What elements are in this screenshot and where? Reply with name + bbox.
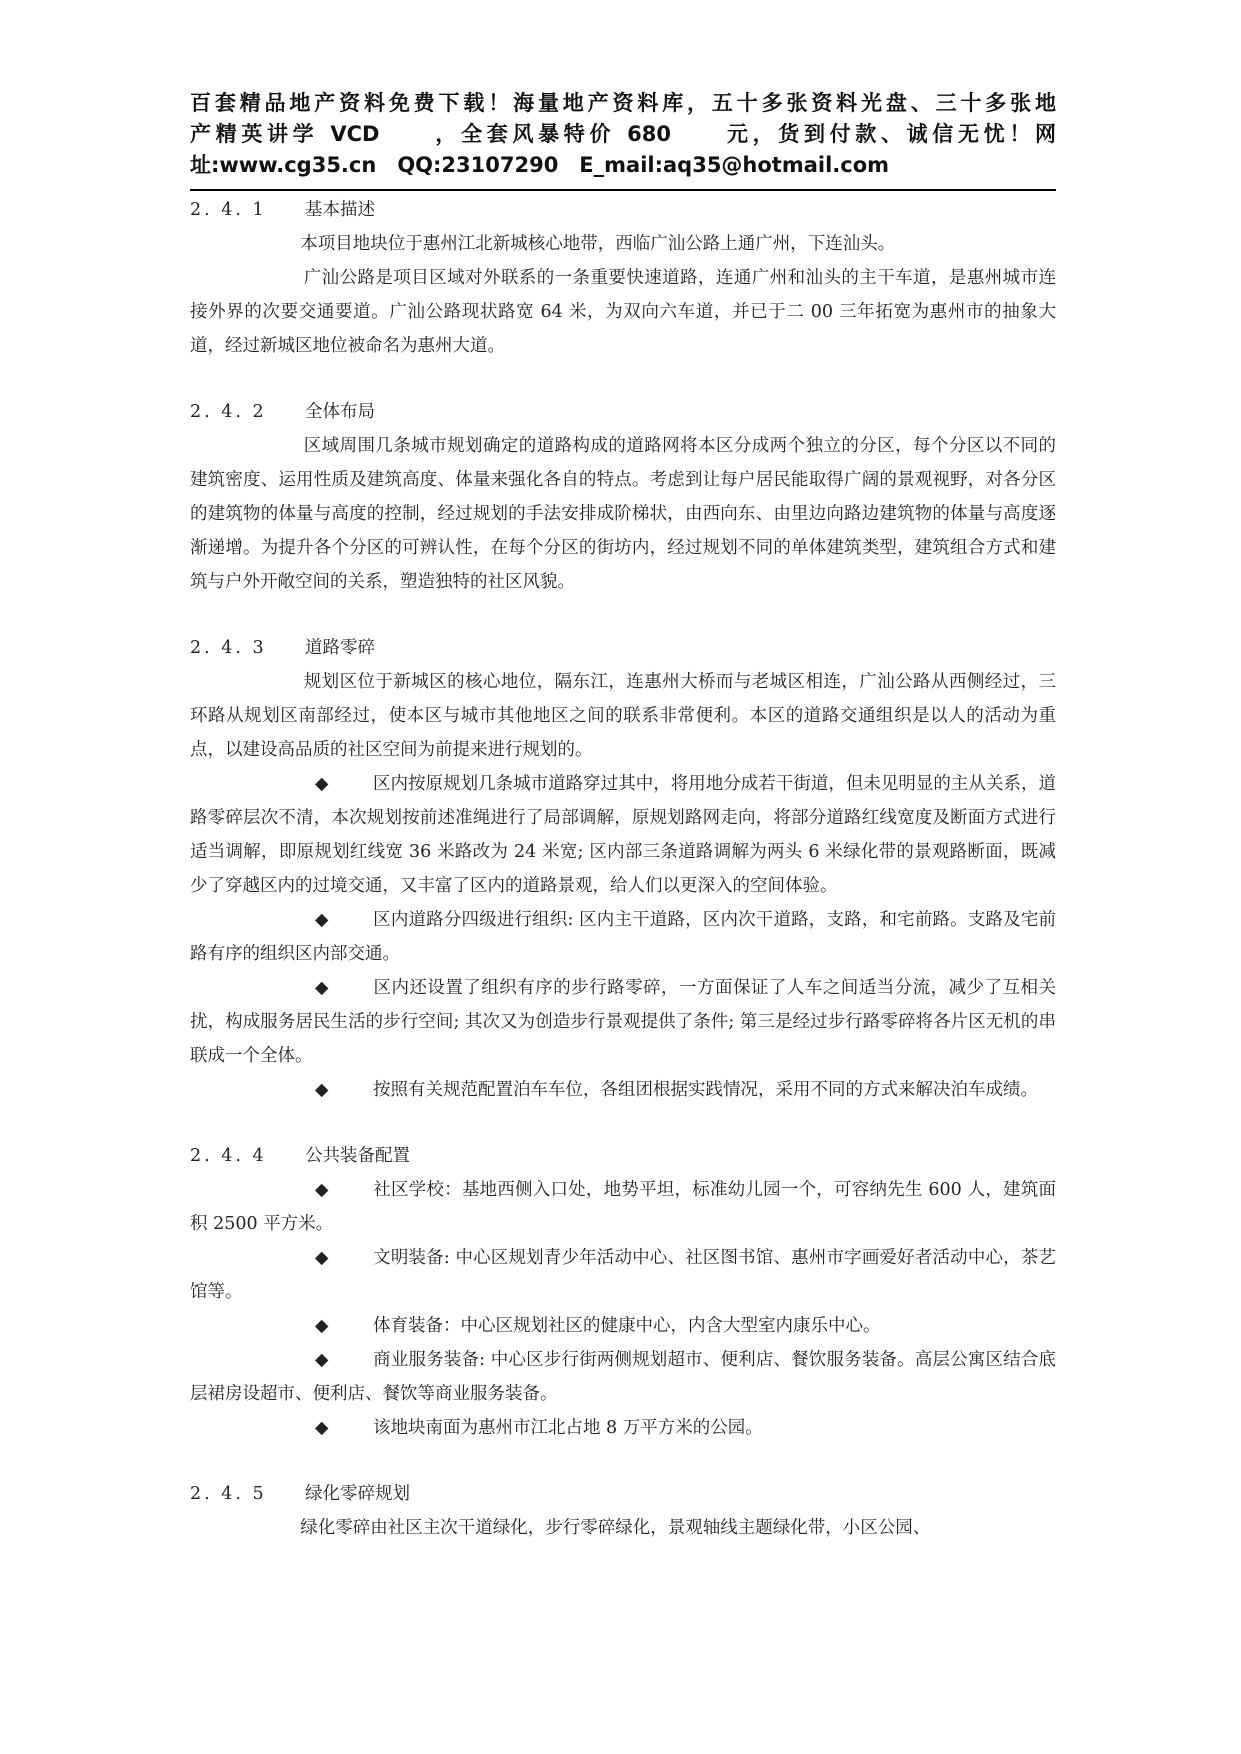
section-number: 2. 4. 5 <box>190 1484 267 1504</box>
bullet-item: ◆ 区内还设置了组织有序的步行路零碎，一方面保证了人车之间适当分流，减少了互相关扰，构成服务居民生活的步行空间; 其次又为创造步行景观提供了条件; 第三是经过步行路零碎将各片区无机的串联成一个全体。 <box>190 971 1056 1073</box>
section-number: 2. 4. 3 <box>190 638 267 658</box>
section-number: 2. 4. 2 <box>190 402 267 422</box>
bullet-symbol-icon: ◆ <box>315 1080 329 1100</box>
section-title: 全体布局 <box>305 402 375 422</box>
bullet-symbol-icon: ◆ <box>315 1180 329 1200</box>
bullet-symbol-icon: ◆ <box>315 1316 329 1336</box>
bullet-symbol-icon: ◆ <box>315 774 329 794</box>
header-line-2: 产精英讲学 VCD ，全套风暴特价 680 元，货到付款、诚信无忧！网 <box>190 122 1056 146</box>
paragraph: 绿化零碎由社区主次干道绿化，步行零碎绿化，景观轴线主题绿化带，小区公园、 <box>300 1518 931 1538</box>
section-heading <box>190 1139 1056 1173</box>
paragraph: 规划区位于新城区的核心地位，隔东江，连惠州大桥而与老城区相连，广汕公路从西侧经过，三环路从规划区南部经过，使本区与城市其他地区之间的联系非常便利。本区的道路交通组织是以人的活动为重点，以建设高品质的社区空间为前提来进行规划的。 <box>190 672 1056 760</box>
bullet-item: ◆ 该地块南面为惠州市江北占地 8 万平方米的公园。 <box>190 1411 1056 1445</box>
header-line-1: 百套精品地产资料免费下载！海量地产资料库，五十多张资料光盘、三十多张地 <box>190 91 1056 115</box>
bullet-item: ◆ 社区学校：基地西侧入口处，地势平坦，标准幼儿园一个，可容纳先生 600 人，建筑面积 2500 平方米。 <box>190 1173 1056 1241</box>
section-heading <box>190 395 1056 429</box>
section-heading <box>190 631 1056 665</box>
ad-header <box>190 88 1056 181</box>
section-title: 绿化零碎规划 <box>305 1484 410 1504</box>
paragraph: 本项目地块位于惠州江北新城核心地带，西临广汕公路上通广州，下连汕头。 <box>300 234 896 254</box>
bullet-item: ◆ 体育装备：中心区规划社区的健康中心，内含大型室内康乐中心。 <box>190 1309 1056 1343</box>
header-line-3: 址:www.cg35.cn QQ:23107290 E_mail:aq35@hotmail.com <box>190 153 890 177</box>
bullet-symbol-icon: ◆ <box>315 978 329 998</box>
paragraph: 广汕公路是项目区域对外联系的一条重要快速道路，连通广州和汕头的主干车道，是惠州城市连接外界的次要交通要道。广汕公路现状路宽 64 米，为双向六车道，并已于二 00 三年拓宽为惠州市的抽象大道，经过新城区地位被命名为惠州大道。 <box>190 268 1056 356</box>
bullet-item: ◆ 按照有关规范配置泊车车位，各组团根据实践情况，采用不同的方式来解决泊车成绩。 <box>190 1073 1056 1107</box>
section-title: 基本描述 <box>305 200 375 220</box>
section-title: 道路零碎 <box>305 638 375 658</box>
bullet-item: ◆ 区内按原规划几条城市道路穿过其中，将用地分成若干街道，但未见明显的主从关系，道路零碎层次不清，本次规划按前述准绳进行了局部调解，原规划路网走向，将部分道路红线宽度及断面方式进行适当调解，即原规划红线宽 36 米路改为 24 米宽; 区内部三条道路调解为两头 6 米绿化带的景观路断面，既减少了穿越区内的过境交通，又丰富了区内的道路景观，给人们以更深入的空间体验。 <box>190 767 1056 903</box>
section-heading <box>190 193 1056 227</box>
bullet-symbol-icon: ◆ <box>315 910 329 930</box>
section-title: 公共装备配置 <box>305 1146 410 1166</box>
bullet-item: ◆ 商业服务装备: 中心区步行街两侧规划超市、便利店、餐饮服务装备。高层公寓区结合底层裙房设超市、便利店、餐饮等商业服务装备。 <box>190 1343 1056 1411</box>
section-number: 2. 4. 1 <box>190 200 267 220</box>
bullet-symbol-icon: ◆ <box>315 1418 329 1438</box>
bullet-item: ◆ 文明装备: 中心区规划青少年活动中心、社区图书馆、惠州市字画爱好者活动中心，茶艺馆等。 <box>190 1241 1056 1309</box>
header-divider <box>190 189 1056 191</box>
section-number: 2. 4. 4 <box>190 1146 267 1166</box>
bullet-item: ◆ 区内道路分四级进行组织: 区内主干道路，区内次干道路，支路，和宅前路。支路及宅前路有序的组织区内部交通。 <box>190 903 1056 971</box>
paragraph: 区域周围几条城市规划确定的道路构成的道路网将本区分成两个独立的分区，每个分区以不同的建筑密度、运用性质及建筑高度、体量来强化各自的特点。考虑到让每户居民能取得广阔的景观视野，对各分区的建筑物的体量与高度的控制，经过规划的手法安排成阶梯状，由西向东、由里边向路边建筑物的体量与高度逐渐递增。为提升各个分区的可辨认性，在每个分区的街坊内，经过规划不同的单体建筑类型，建筑组合方式和建筑与户外开敞空间的关系，塑造独特的社区风貌。 <box>190 436 1056 592</box>
bullet-symbol-icon: ◆ <box>315 1248 329 1268</box>
section-heading <box>190 1477 1056 1511</box>
document-body <box>190 193 1056 1545</box>
bullet-symbol-icon: ◆ <box>315 1350 329 1370</box>
